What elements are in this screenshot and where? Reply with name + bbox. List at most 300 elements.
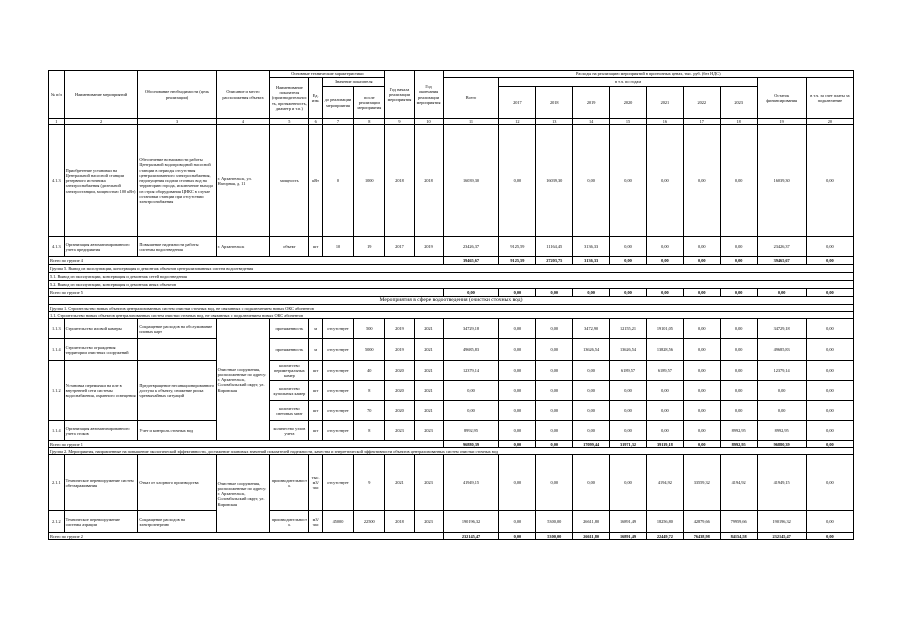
measure-name: Строительство иловой камеры (64, 319, 138, 339)
cost-value: 0,00 (683, 441, 720, 448)
cost-value: 0,00 (683, 401, 720, 421)
measure-justification: Обеспечение возможности работы Центральной водопроводной насосной станции в периоды отсутствия централизованного электроснабжения, недопущения подачи сточных вод на территорию города, исключение выхода из строя оборудования ЦНКС в случае остановки станции при отсутствии электроснабжения (138, 125, 216, 237)
cost-value: 96880,39 (757, 441, 806, 448)
column-number: 14 (573, 119, 610, 125)
cost-value: 3136,33 (573, 257, 610, 265)
cost-value: 13626,54 (573, 339, 610, 361)
cost-value: 0,00 (720, 289, 757, 297)
cost-value: 23426,37 (443, 237, 499, 257)
program-row (49, 125, 854, 237)
row-number: 4.1.3 (49, 125, 65, 237)
cost-value: 0,00 (499, 125, 536, 237)
group-total-label: Всего по группе 1 (49, 441, 444, 448)
cost-value: 0,00 (806, 319, 853, 339)
cost-value: 190196,32 (757, 511, 806, 533)
group-total-row (49, 257, 854, 265)
cost-value: 0,00 (646, 421, 683, 441)
cost-value: 39465,67 (443, 257, 499, 265)
header-year: 2021 (646, 87, 683, 119)
measure-justification (138, 339, 216, 361)
group-heading-row (49, 265, 854, 273)
cost-value: 0,00 (806, 289, 853, 297)
cell-unit: шт (309, 401, 322, 421)
cell-ys: 2021 (385, 455, 414, 511)
cost-value: 0,00 (683, 381, 720, 401)
cost-value: 0,00 (806, 381, 853, 401)
value-after: 19 (354, 237, 385, 257)
column-number: 9 (385, 119, 414, 125)
cell-before: отсутствует (322, 339, 353, 361)
cell-char: количество световых мачт (270, 401, 309, 421)
program-row (49, 421, 854, 441)
group-total-label: Всего по группе 5 (49, 289, 444, 297)
cost-value: 0,00 (443, 401, 499, 421)
measure-location: Очистные сооружения, расположенные по адресу: г. Архангельск, Соломбальский округ, ул. Кировская (216, 455, 270, 533)
cell-unit: м (309, 319, 322, 339)
measure-location: Очистные сооружения, расположенные по адресу: г. Архангельск, Соломбальский округ, ул. Кировская (216, 319, 270, 441)
cost-value: 0,00 (499, 319, 536, 339)
measure-name: Организация автоматизированного учета предприятия (64, 237, 138, 257)
measure-name: Организация автоматизированного учета стоков (64, 421, 138, 441)
group-heading: Группа 1. Строительство новых объектов централизованных систем очистки сточных вод, не связанных с подключением новых ОКС абонентов (49, 305, 854, 312)
cost-value: 0,00 (573, 421, 610, 441)
cell-char: производительность (270, 455, 309, 511)
cost-value: 232145,47 (443, 533, 499, 540)
cost-value: 16891,49 (610, 533, 647, 540)
header-year: 2018 (536, 87, 573, 119)
cost-value: 39465,67 (757, 257, 806, 265)
header-costs: Расходы на реализацию мероприятий в прогнозных ценах, тыс. руб. (без НДС) (443, 71, 853, 78)
cost-value: 6189,57 (610, 361, 647, 381)
column-number: 5 (270, 119, 309, 125)
cost-value: 0,00 (683, 339, 720, 361)
cost-value: 34729,18 (443, 319, 499, 339)
unit: шт (309, 237, 322, 257)
column-number: 4 (216, 119, 270, 125)
cell-unit: шт (309, 421, 322, 441)
cell-char: протяженность (270, 319, 309, 339)
group-total-label: Всего по группе 2 (49, 533, 444, 540)
cost-value: 16039,30 (536, 125, 573, 237)
header-total: Всего (443, 78, 499, 119)
cost-value: 13828,56 (646, 339, 683, 361)
row-number: 1.1.4 (49, 339, 65, 361)
cost-value: 0,00 (646, 257, 683, 265)
column-number: 2 (64, 119, 138, 125)
cost-value: 8992,95 (720, 421, 757, 441)
cost-value: 22449,72 (646, 533, 683, 540)
measure-justification: Отказ от хлорного производства (138, 455, 216, 511)
cell-before: 45000 (322, 511, 353, 533)
cost-value: 0,00 (757, 381, 806, 401)
cell-ye: 2021 (414, 339, 443, 361)
cost-value: 0,00 (499, 381, 536, 401)
cost-value: 0,00 (683, 361, 720, 381)
group-total-row (49, 441, 854, 448)
cost-value: 0,00 (806, 339, 853, 361)
cost-value: 0,00 (646, 401, 683, 421)
cost-value: 0,00 (683, 289, 720, 297)
cost-value: 41949,15 (443, 455, 499, 511)
cell-ye: 2021 (414, 319, 443, 339)
cost-value: 12379,14 (757, 361, 806, 381)
cost-value: 0,00 (720, 319, 757, 339)
cost-value: 0,00 (806, 511, 853, 533)
program-row (49, 339, 854, 361)
group-total-row (49, 289, 854, 297)
year-start: 2017 (385, 237, 414, 257)
cell-before: отсутствует (322, 421, 353, 441)
cost-value: 0,00 (610, 125, 647, 237)
cost-value: 0,00 (610, 257, 647, 265)
cost-value: 0,00 (536, 339, 573, 361)
cell-before: отсутствует (322, 361, 353, 381)
cost-value: 49685,83 (443, 339, 499, 361)
cell-char: количество купольных камер (270, 381, 309, 401)
cost-value: 0,00 (720, 361, 757, 381)
row-number: 2.1.1 (49, 455, 65, 511)
cell-after: 70 (354, 401, 385, 421)
measure-justification: Учет и контроль сточных вод (138, 421, 216, 441)
cost-value: 42879,66 (683, 511, 720, 533)
program-row (49, 361, 854, 381)
cost-value: 23426,37 (757, 237, 806, 257)
cost-value: 0,00 (806, 257, 853, 265)
cost-value: 13626,54 (610, 339, 647, 361)
measure-justification: Сокращение расходов на электроэнергию (138, 511, 216, 533)
cell-ys: 2020 (385, 361, 414, 381)
cost-value: 96880,39 (443, 441, 499, 448)
cost-value: 0,00 (806, 361, 853, 381)
cell-after: 40 (354, 361, 385, 381)
cost-value: 9125,59 (499, 237, 536, 257)
cost-value: 5300,00 (536, 533, 573, 540)
year-end: 2018 (414, 125, 443, 237)
cost-value: 0,00 (610, 421, 647, 441)
row-number: 2.1.2 (49, 511, 65, 533)
cost-value: 3472,90 (573, 319, 610, 339)
cost-value: 0,00 (610, 381, 647, 401)
cost-value: 0,00 (720, 257, 757, 265)
cost-value: 39119,18 (646, 441, 683, 448)
cost-value: 26611,80 (573, 533, 610, 540)
cost-value: 8992,95 (720, 441, 757, 448)
header-no: № п/п (49, 71, 65, 119)
column-number: 7 (322, 119, 353, 125)
column-number: 6 (309, 119, 322, 125)
cost-value: 0,00 (499, 511, 536, 533)
cost-value: 0,00 (646, 289, 683, 297)
cell-after: 9 (354, 455, 385, 511)
cost-value: 19101,05 (646, 319, 683, 339)
cost-value: 0,00 (683, 319, 720, 339)
column-number: 19 (757, 119, 806, 125)
cost-value: 0,00 (720, 401, 757, 421)
cost-value: 0,00 (573, 289, 610, 297)
measure-location: г. Архангельск (216, 237, 270, 257)
header-year-end: Год окончания реализации мероприятия (414, 71, 443, 119)
measure-name: Установка перемычки на иле в внутренней сети системы водоснабжения, охранного освещения (64, 361, 138, 421)
cell-ys: 2020 (385, 401, 414, 421)
cell-before: отсутствует (322, 319, 353, 339)
program-row (49, 237, 854, 257)
cell-ys: 2018 (385, 511, 414, 533)
cost-value: 4194,92 (646, 455, 683, 511)
measure-location: г. Архангельск, ул. Нагорная, д. 11 (216, 125, 270, 237)
cost-value: 76438,98 (683, 533, 720, 540)
cost-value: 0,00 (499, 401, 536, 421)
header-year-start: Год начала реализации мероприятия (385, 71, 414, 119)
header-year: 2019 (573, 87, 610, 119)
cost-value: 0,00 (573, 401, 610, 421)
cost-value: 0,00 (806, 533, 853, 540)
cost-value: 12155,21 (610, 319, 647, 339)
column-number: 10 (414, 119, 443, 125)
cost-value: 0,00 (536, 441, 573, 448)
cost-value: 0,00 (720, 381, 757, 401)
cost-value: 31971,32 (610, 441, 647, 448)
group-heading: 5.2. Вывод из эксплуатации, консервация и демонтаж иных объектов (49, 281, 854, 289)
group-heading: Группа 2. Мероприятия, направленные на повышение экологической эффективности, достижение плановых значений показателей надежности, качества и энергетической эффективности объектов централизованных систем очистки сточных вод (49, 448, 854, 455)
program-row (49, 455, 854, 511)
header-incl-tariff: в т.ч. за счет платы за подключение (806, 78, 853, 119)
cost-value: 11164,45 (536, 237, 573, 257)
group-heading-row (49, 281, 854, 289)
cost-value: 0,00 (573, 361, 610, 381)
header-before: до реализации мероприятия (322, 87, 353, 119)
cell-char: протяженность (270, 339, 309, 361)
cost-value: 8992,95 (757, 421, 806, 441)
column-number: 16 (646, 119, 683, 125)
cost-value: 8992,95 (443, 421, 499, 441)
column-number: 20 (806, 119, 853, 125)
header-unit: Ед. изм. (309, 78, 322, 119)
cell-ys: 2019 (385, 339, 414, 361)
group-heading: Группа 5. Вывод из эксплуатации, консервация и демонтаж объектов централизованных систем водоотведения (49, 265, 854, 273)
cost-value: 0,00 (720, 125, 757, 237)
row-number: 1.1.2 (49, 361, 65, 421)
header-year: 2017 (499, 87, 536, 119)
cost-value: 0,00 (646, 237, 683, 257)
cost-value: 0,00 (536, 361, 573, 381)
cost-value: 0,00 (806, 237, 853, 257)
cell-after: 8 (354, 421, 385, 441)
cost-value: 41949,15 (757, 455, 806, 511)
cost-value: 0,00 (573, 125, 610, 237)
column-number: 1 (49, 119, 65, 125)
cell-unit: тыс.м3/ час (309, 455, 322, 511)
cost-value: 0,00 (806, 401, 853, 421)
program-row (49, 511, 854, 533)
group-heading-row (49, 273, 854, 281)
cost-value: 0,00 (720, 237, 757, 257)
column-number: 15 (610, 119, 647, 125)
cost-value: 232145,47 (757, 533, 806, 540)
group-heading-row (49, 305, 854, 312)
cell-char: количество периметральных камер (270, 361, 309, 381)
cost-value: 5300,00 (536, 511, 573, 533)
cost-value: 3136,33 (573, 237, 610, 257)
measure-justification: Сокращение расходов на обслуживание иловых карт (138, 319, 216, 339)
cost-value: 0,00 (499, 339, 536, 361)
cell-after: 8 (354, 381, 385, 401)
cost-value: 0,00 (499, 289, 536, 297)
measure-name: Техническое перевооружение систем обеззараживания (64, 455, 138, 511)
cell-before: отсутствует (322, 401, 353, 421)
cost-value: 0,00 (499, 533, 536, 540)
value-before: 10 (322, 237, 353, 257)
cost-value: 0,00 (646, 125, 683, 237)
cost-value: 33559,32 (683, 455, 720, 511)
header-justification: Обоснование необходимости (цель реализации) (138, 71, 216, 119)
cost-value: 0,00 (573, 455, 610, 511)
cell-after: 5000 (354, 339, 385, 361)
header-year: 2022 (683, 87, 720, 119)
cost-value: 0,00 (757, 401, 806, 421)
value-before: 0 (322, 125, 353, 237)
cell-after: 500 (354, 319, 385, 339)
cell-ye: 2021 (414, 361, 443, 381)
cost-value: 34729,18 (757, 319, 806, 339)
cell-ys: 2023 (385, 421, 414, 441)
cost-value: 0,00 (683, 257, 720, 265)
header-char-name: Наименование показателя (производительность, протяженность, диаметр и т.п.) (270, 78, 309, 119)
column-number: 17 (683, 119, 720, 125)
cost-value: 17099,44 (573, 441, 610, 448)
header-char-value: Значение показателя (322, 78, 385, 87)
cell-before: отсутствует (322, 455, 353, 511)
cell-unit: м (309, 339, 322, 361)
cell-after: 22500 (354, 511, 385, 533)
cost-value: 0,00 (443, 381, 499, 401)
cost-value: 0,00 (536, 319, 573, 339)
cost-value: 0,00 (499, 455, 536, 511)
measure-justification: Предотвращение несанкционированного доступа к объекту, снижение риска чрезвычайных ситуаций (138, 361, 216, 421)
row-number: 1.1.3 (49, 319, 65, 339)
cost-value: 0,00 (536, 421, 573, 441)
cost-value: 0,00 (757, 289, 806, 297)
year-start: 2018 (385, 125, 414, 237)
cost-value: 0,00 (610, 455, 647, 511)
cost-value: 0,00 (683, 125, 720, 237)
cost-value: 84154,58 (720, 533, 757, 540)
characteristic: мощность (270, 125, 309, 237)
row-number: 4.1.3 (49, 237, 65, 257)
group-heading: 1.1. Строительство новых объектов централизованных систем очистки сточных вод, не связанных с подключением новых ОКС абонентов (49, 312, 854, 319)
investment-program-table (48, 70, 854, 540)
header-after: после реализации мероприятия (354, 87, 385, 119)
cell-ye: 2023 (414, 421, 443, 441)
group-total-label: Всего по группе 4 (49, 257, 444, 265)
row-number: 1.1.4 (49, 421, 65, 441)
cell-ye: 2023 (414, 511, 443, 533)
cost-value: 0,00 (683, 421, 720, 441)
cell-unit: шт (309, 381, 322, 401)
cost-value: 0,00 (806, 441, 853, 448)
group-total-row (49, 533, 854, 540)
cost-value: 0,00 (806, 421, 853, 441)
cost-value: 0,00 (573, 381, 610, 401)
group-heading-row (49, 448, 854, 455)
cost-value: 16039,30 (757, 125, 806, 237)
cost-value: 0,00 (499, 361, 536, 381)
unit: кВт (309, 125, 322, 237)
value-after: 1000 (354, 125, 385, 237)
cost-value: 0,00 (536, 401, 573, 421)
cost-value: 0,00 (646, 381, 683, 401)
header-main-chars: Основные технические характеристики (270, 71, 385, 78)
column-number: 12 (499, 119, 536, 125)
cell-before: отсутствует (322, 381, 353, 401)
cell-ye: 2021 (414, 401, 443, 421)
cell-unit: шт (309, 361, 322, 381)
cell-char: производительность (270, 511, 309, 533)
cost-value: 0,00 (806, 455, 853, 511)
cost-value: 0,00 (610, 237, 647, 257)
column-number: 11 (443, 119, 499, 125)
header-by-years: в т.ч. по годам (499, 78, 757, 87)
column-number: 18 (720, 119, 757, 125)
header-year: 2020 (610, 87, 647, 119)
cell-char: количество узлов учета (270, 421, 309, 441)
cost-value: 0,00 (720, 339, 757, 361)
column-number: 8 (354, 119, 385, 125)
measure-name: Строительство ограждения территории очистных сооружений (64, 339, 138, 361)
header-year: 2023 (720, 87, 757, 119)
header-remaining: Остаток финансирования (757, 78, 806, 119)
cost-value: 0,00 (536, 381, 573, 401)
cost-value: 190196,32 (443, 511, 499, 533)
year-end: 2019 (414, 237, 443, 257)
group-heading: 5.1. Вывод из эксплуатации, консервация и демонтаж сетей водоотведения (49, 273, 854, 281)
cost-value: 49685,83 (757, 339, 806, 361)
cost-value: 16039,30 (443, 125, 499, 237)
cost-value: 0,00 (536, 289, 573, 297)
characteristic: объект (270, 237, 309, 257)
header-location: Описание и место расположения объекта (216, 71, 270, 119)
group-heading-row (49, 297, 854, 305)
header-name: Наименование мероприятий (64, 71, 138, 119)
cost-value: 0,00 (683, 237, 720, 257)
cost-value: 0,00 (610, 401, 647, 421)
measure-name: Приобретение установки на Центральной насосной станции резервного источника электроснабжения (дизельной электростанции, мощностью 100 кВт) (64, 125, 138, 237)
cost-value: 0,00 (610, 289, 647, 297)
cost-value: 6189,57 (646, 361, 683, 381)
cost-value: 18256,80 (646, 511, 683, 533)
cost-value: 16891,49 (610, 511, 647, 533)
cell-ye: 2021 (414, 381, 443, 401)
cost-value: 27203,75 (536, 257, 573, 265)
cost-value: 0,00 (443, 289, 499, 297)
cell-ye: 2023 (414, 455, 443, 511)
measure-justification: Повышение надежности работы системы водоотведения (138, 237, 216, 257)
cost-value: 9125,59 (499, 257, 536, 265)
cost-value: 0,00 (536, 455, 573, 511)
program-row (49, 319, 854, 339)
cost-value: 12379,14 (443, 361, 499, 381)
measure-name: Техническое перевооружение системы аэрации (64, 511, 138, 533)
cell-ys: 2020 (385, 381, 414, 401)
group-heading: Мероприятия в сфере водоотведения (очистки сточных вод) (49, 297, 854, 305)
cell-unit: м3/час (309, 511, 322, 533)
column-number: 3 (138, 119, 216, 125)
column-number: 13 (536, 119, 573, 125)
cost-value: 0,00 (499, 421, 536, 441)
cost-value: 79959,66 (720, 511, 757, 533)
cost-value: 26611,80 (573, 511, 610, 533)
cost-value: 0,00 (806, 125, 853, 237)
cost-value: 4194,92 (720, 455, 757, 511)
